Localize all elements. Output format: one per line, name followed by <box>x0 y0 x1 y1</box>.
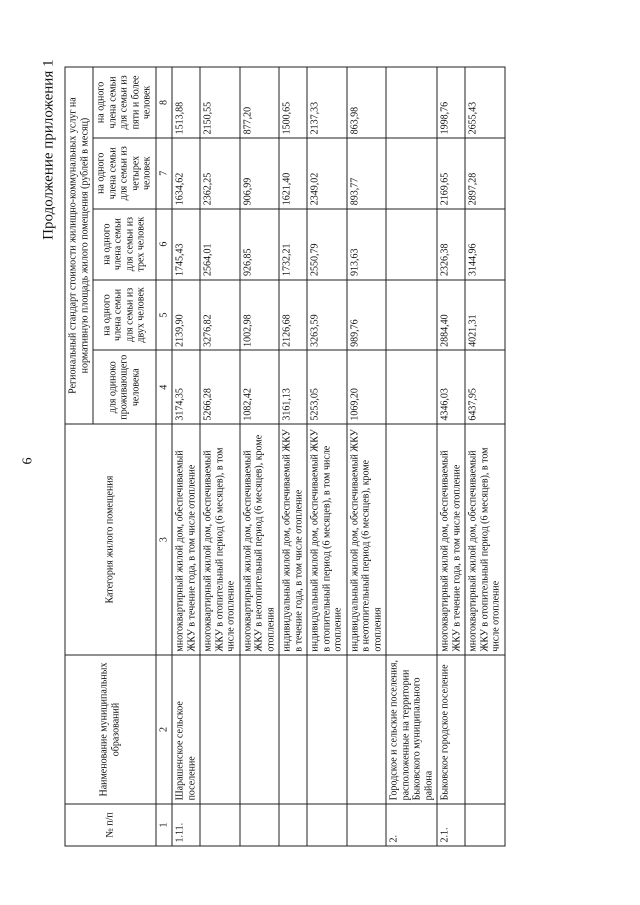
row-value: 4346,03 <box>437 350 465 424</box>
row-value: 3161,13 <box>279 350 307 424</box>
table-row <box>240 67 280 846</box>
row-value: 1998,76 <box>437 67 465 138</box>
row-value: 989,76 <box>347 280 387 351</box>
row-value: 893,77 <box>347 138 387 209</box>
table-row <box>307 67 347 846</box>
row-number: 2.1. <box>437 804 465 846</box>
appendix-title: Продолжение приложения 1 <box>40 59 57 240</box>
col-number: 2 <box>156 655 173 804</box>
row-name <box>279 655 307 804</box>
row-name: Быковское городское поселение <box>437 655 465 804</box>
header-sub-2: на одного члена семьи для семьи из двух человек <box>93 280 156 351</box>
row-name: Городское и сельские поселения, расположенные на территории Быковского муниципального района <box>386 655 437 804</box>
row-name: Шарашенское сельское поселение <box>172 655 200 804</box>
row-number <box>200 804 240 846</box>
row-value: 2897,28 <box>465 138 505 209</box>
row-value: 1621,40 <box>279 138 307 209</box>
row-value: 877,20 <box>240 67 280 138</box>
col-number: 5 <box>156 280 173 351</box>
row-value: 2550,79 <box>307 209 347 280</box>
row-value: 2326,38 <box>437 209 465 280</box>
row-category: индивидуальный жилой дом, обеспечиваемый ЖКУ в течение года, в том числе отопление <box>279 424 307 655</box>
row-value: 6437,95 <box>465 350 505 424</box>
row-value: 2655,43 <box>465 67 505 138</box>
row-value <box>386 350 437 424</box>
row-number <box>465 804 505 846</box>
row-value: 913,63 <box>347 209 387 280</box>
table-body <box>172 67 505 846</box>
row-value: 906,99 <box>240 138 280 209</box>
row-category: многоквартирный жилой дом, обеспечиваемый ЖКУ в течение года, в том числе отопление <box>172 424 200 655</box>
row-value: 2137,33 <box>307 67 347 138</box>
row-name <box>240 655 280 804</box>
row-number <box>307 804 347 846</box>
col-number: 8 <box>156 67 173 138</box>
row-value <box>386 280 437 351</box>
row-name <box>347 655 387 804</box>
table-row <box>347 67 387 846</box>
row-value: 2150,55 <box>200 67 240 138</box>
row-value <box>386 138 437 209</box>
col-number: 4 <box>156 350 173 424</box>
table-row <box>465 67 505 846</box>
row-value: 5253,05 <box>307 350 347 424</box>
row-value: 1732,21 <box>279 209 307 280</box>
header-sub-5: на одного члена семьи для семьи из пяти и более человек <box>93 67 156 138</box>
row-name <box>465 655 505 804</box>
col-number: 7 <box>156 138 173 209</box>
row-value: 2169,65 <box>437 138 465 209</box>
row-name <box>200 655 240 804</box>
header-sub-1: для одиноко проживающего человека <box>93 350 156 424</box>
header-standard: Региональный стандарт стоимости жилищно-коммунальных услуг на нормативную площадь жилого помещения (рублей в месяц) <box>65 67 93 424</box>
row-value: 2362,25 <box>200 138 240 209</box>
row-value: 3276,82 <box>200 280 240 351</box>
header-name: Наименование муниципальных образований <box>65 655 156 804</box>
row-value: 863,98 <box>347 67 387 138</box>
row-value: 2349,02 <box>307 138 347 209</box>
row-value: 1500,65 <box>279 67 307 138</box>
row-value: 926,85 <box>240 209 280 280</box>
row-value: 2139,90 <box>172 280 200 351</box>
row-category: индивидуальный жилой дом, обеспечиваемый ЖКУ в неотопительный период (6 месяцев), кроме отопления <box>347 424 387 655</box>
row-value <box>386 209 437 280</box>
row-number <box>347 804 387 846</box>
row-value: 2126,68 <box>279 280 307 351</box>
row-number: 2. <box>386 804 437 846</box>
col-number: 1 <box>156 804 173 846</box>
row-value: 1513,88 <box>172 67 200 138</box>
header-sub-4: на одного члена семьи для семьи из четырех человек <box>93 138 156 209</box>
row-number <box>240 804 280 846</box>
row-value: 2884,40 <box>437 280 465 351</box>
table-row <box>279 67 307 846</box>
row-value: 3263,59 <box>307 280 347 351</box>
row-value <box>386 67 437 138</box>
table-row <box>437 67 465 846</box>
row-value: 1069,20 <box>347 350 387 424</box>
row-number: 1.11. <box>172 804 200 846</box>
row-category <box>386 424 437 655</box>
row-category: многоквартирный жилой дом, обеспечиваемый ЖКУ в течение года, в том числе отопление <box>437 424 465 655</box>
row-value: 1745,43 <box>172 209 200 280</box>
table-row <box>200 67 240 846</box>
page-number: 6 <box>20 457 36 465</box>
header-num: № п/п <box>65 804 156 846</box>
col-number: 3 <box>156 424 173 655</box>
row-name <box>307 655 347 804</box>
row-category: многоквартирный жилой дом, обеспечиваемый ЖКУ в неотопительный период (6 месяцев), кроме отопления <box>240 424 280 655</box>
table-row <box>172 67 200 846</box>
row-value: 1002,98 <box>240 280 280 351</box>
row-value: 5266,28 <box>200 350 240 424</box>
row-number <box>279 804 307 846</box>
row-value: 4021,31 <box>465 280 505 351</box>
row-category: многоквартирный жилой дом, обеспечиваемый ЖКУ в отопительный период (6 месяцев), в том числе отопление <box>200 424 240 655</box>
header-category: Категория жилого помещения <box>65 424 156 655</box>
row-category: индивидуальный жилой дом, обеспечиваемый ЖКУ в отопительный период (6 месяцев), в том числе отопление <box>307 424 347 655</box>
rotated-content <box>1 0 640 905</box>
header-sub-3: на одного члена семьи для семьи из трех человек <box>93 209 156 280</box>
row-value: 1634,62 <box>172 138 200 209</box>
row-value: 3174,35 <box>172 350 200 424</box>
row-value: 1082,42 <box>240 350 280 424</box>
row-value: 3144,96 <box>465 209 505 280</box>
row-value: 2564,01 <box>200 209 240 280</box>
table-row <box>386 67 437 846</box>
col-number: 6 <box>156 209 173 280</box>
row-category: многоквартирный жилой дом, обеспечиваемый ЖКУ в отопительный период (6 месяцев), в том числе отопление <box>465 424 505 655</box>
standards-table <box>65 67 506 847</box>
